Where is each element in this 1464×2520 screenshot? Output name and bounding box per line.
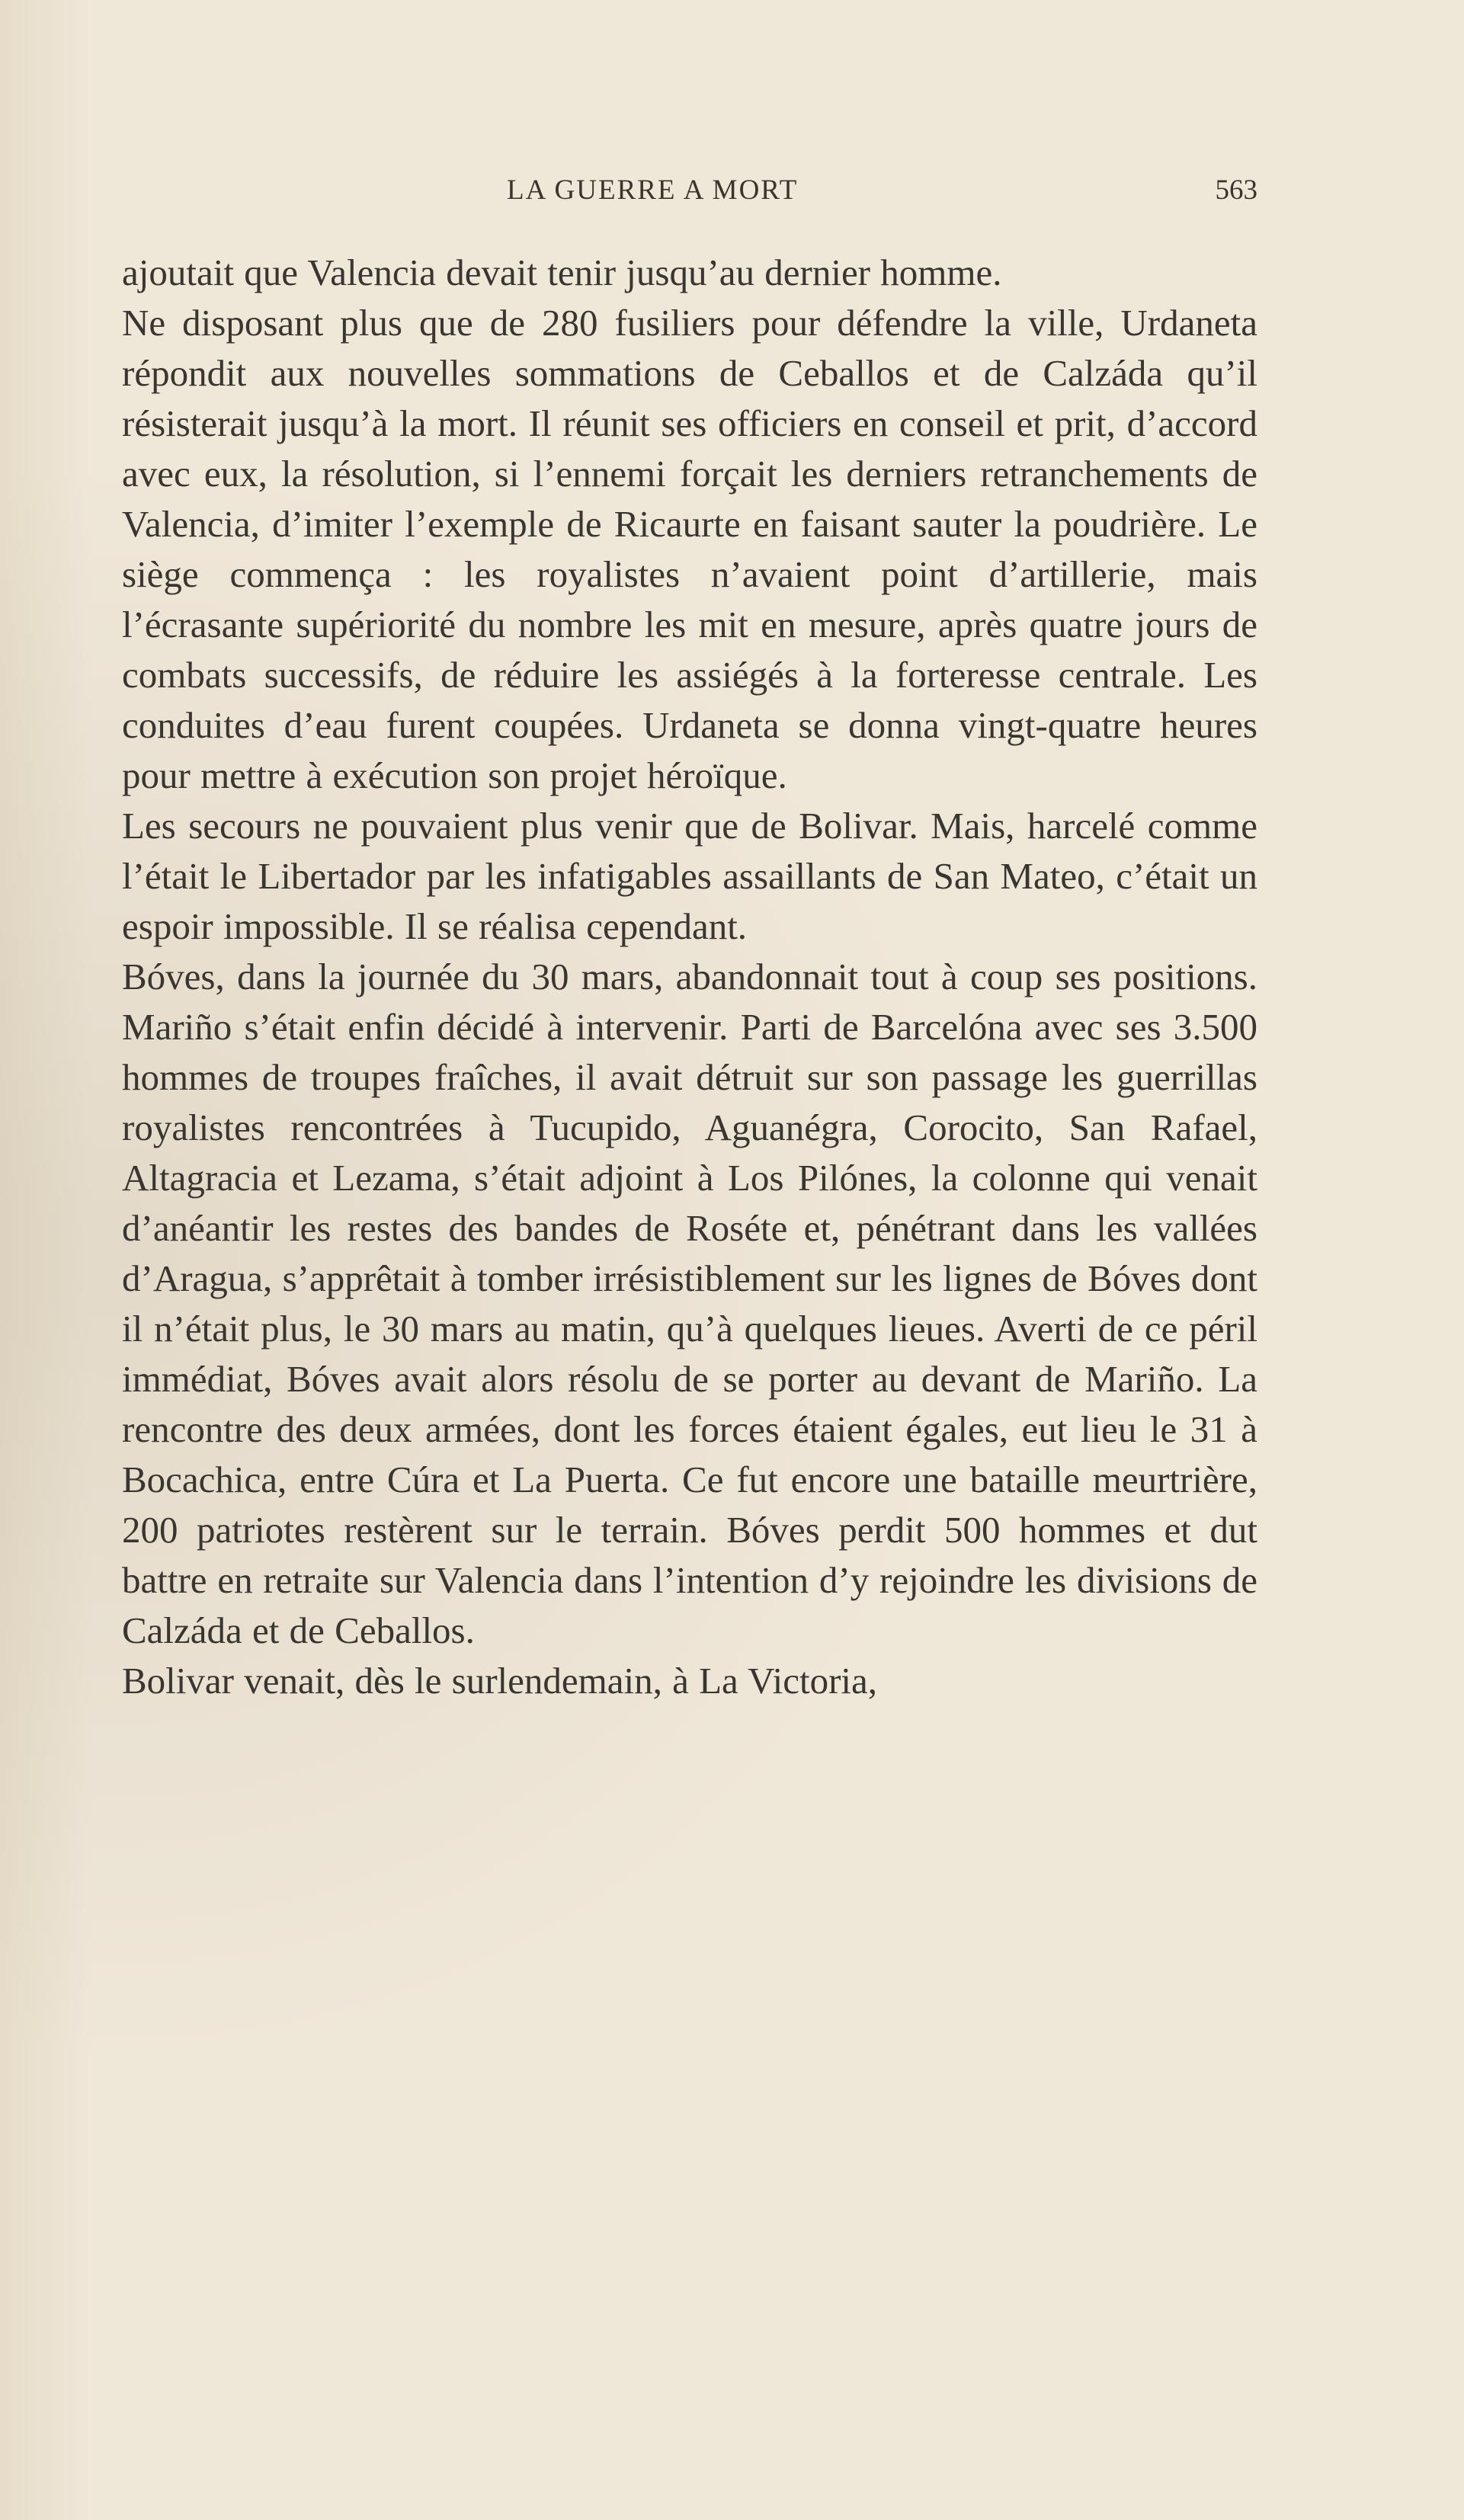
paragraph: Bolivar venait, dès le surlendemain, à La Victoria, <box>122 1660 877 1702</box>
page-number: 563 <box>1215 175 1257 206</box>
paragraph-continuation: ajoutait que Valencia devait tenir jusqu’au dernier homme. <box>122 251 1002 293</box>
page-header <box>122 174 1257 219</box>
paragraph: Les secours ne pouvaient plus venir que de Bolivar. Mais, harcelé comme l’était le Libertador par les infatigables assaillants de San Mateo, c’était un espoir impossible. Il se réalisa cependant. <box>122 805 1257 947</box>
running-title: LA GUERRE A MORT <box>507 175 799 206</box>
paragraph: Bóves, dans la journée du 30 mars, abandonnait tout à coup ses positions. Mariño s’était enfin décidé à intervenir. Parti de Barcelóna avec ses 3.500 hommes de troupes fraîches, il avait détruit sur son passage les guerrillas royalistes rencontrées à Tucupido, Aguanégra, Corocito, San Rafael, Altagracia et Lezama, s’était adjoint à Los Pilónes, la colonne qui venait d’anéantir les restes des bandes de Roséte et, pénétrant dans les vallées d’Aragua, s’apprêtait à tomber irrésistiblement sur les lignes de Bóves dont il n’était plus, le 30 mars au matin, qu’à quelques lieues. Averti de ce péril immédiat, Bóves avait alors résolu de se porter au devant de Mariño. La rencontre des deux armées, dont les forces étaient égales, eut lieu le 31 à Bocachica, entre Cúra et La Puerta. Ce fut encore une bataille meurtrière, 200 patriotes restèrent sur le terrain. Bóves perdit 500 hommes et dut battre en retraite sur Valencia dans l’intention d’y rejoindre les divisions de Calzáda et de Ceballos. <box>122 956 1257 1651</box>
paragraph: Ne disposant plus que de 280 fusiliers pour défendre la ville, Urdaneta répondit aux nouvelles sommations de Ceballos et de Calzáda qu’il résisterait jusqu’à la mort. Il réunit ses officiers en conseil et prit, d’accord avec eux, la résolution, si l’ennemi forçait les derniers retranchements de Valencia, d’imiter l’exemple de Ricaurte en faisant sauter la poudrière. Le siège commença : les royalistes n’avaient point d’artillerie, mais l’écrasante supériorité du nombre les mit en mesure, après quatre jours de combats successifs, de réduire les assiégés à la forteresse centrale. Les conduites d’eau furent coupées. Urdaneta se donna vingt-quatre heures pour mettre à exécution son projet héroïque. <box>122 302 1257 796</box>
body-text <box>122 248 1257 1706</box>
